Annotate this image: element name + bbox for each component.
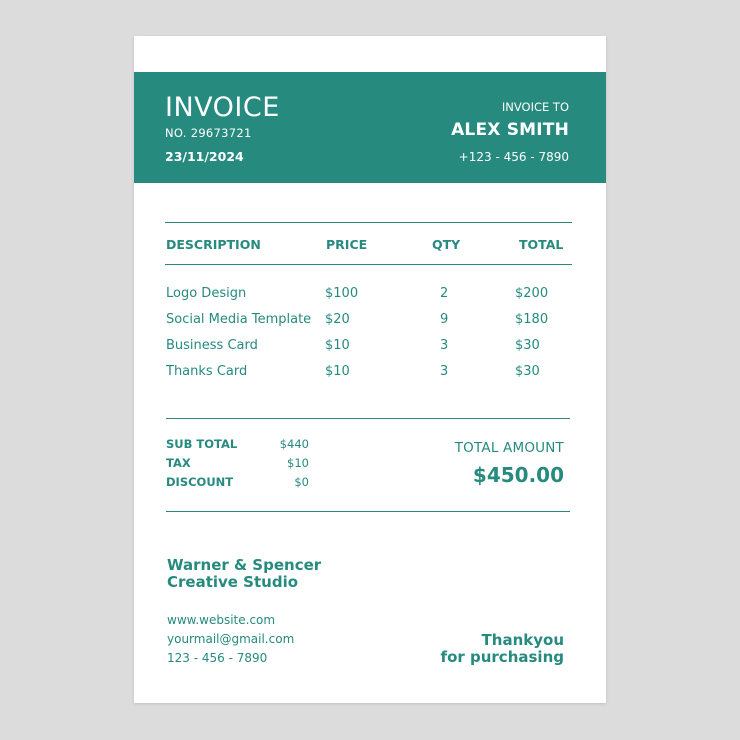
invoice-number: NO. 29673721 [165, 126, 252, 140]
item-qty: 3 [440, 338, 449, 353]
invoice-title: INVOICE [165, 92, 280, 123]
discount-value: $0 [294, 475, 309, 489]
item-price: $20 [325, 312, 350, 327]
company-phone: 123 - 456 - 7890 [167, 651, 268, 665]
invoice-page [134, 36, 606, 703]
item-description: Thanks Card [166, 364, 248, 379]
item-price: $10 [325, 338, 350, 353]
client-name: ALEX SMITH [451, 120, 569, 140]
subtotal-value: $440 [279, 437, 309, 451]
item-description: Social Media Template [166, 312, 312, 327]
discount-label: DISCOUNT [166, 475, 234, 489]
company-name-line-1: Warner & Spencer [167, 556, 322, 574]
invoice-header [134, 72, 606, 183]
total-amount-label: TOTAL AMOUNT [454, 440, 564, 456]
item-qty: 3 [440, 364, 449, 379]
table-top-divider [165, 222, 572, 223]
thank-you-line-1: Thankyou [481, 631, 564, 649]
item-price: $10 [325, 364, 350, 379]
item-total: $30 [515, 338, 540, 353]
item-qty: 2 [440, 286, 449, 301]
company-name [167, 557, 321, 591]
item-description: Logo Design [166, 286, 247, 301]
summary-top-divider [166, 418, 570, 419]
client-phone: +123 - 456 - 7890 [458, 150, 569, 164]
item-total: $200 [515, 286, 549, 301]
invoice-to-label: INVOICE TO [501, 100, 569, 114]
invoice-date: 23/11/2024 [165, 149, 244, 164]
column-header-description: DESCRIPTION [166, 237, 261, 252]
company-email: yourmail@gmail.com [167, 632, 295, 646]
item-description: Business Card [166, 338, 258, 353]
item-price: $100 [325, 286, 359, 301]
thank-you-line-2: for purchasing [440, 648, 564, 666]
table-header-divider [165, 264, 572, 265]
item-qty: 9 [440, 312, 449, 327]
tax-value: $10 [287, 456, 309, 470]
column-header-qty: QTY [432, 237, 461, 252]
total-amount-value: $450.00 [472, 463, 564, 487]
subtotal-label: SUB TOTAL [166, 437, 238, 451]
company-website: www.website.com [167, 613, 276, 627]
column-header-total: TOTAL [519, 237, 564, 252]
tax-label: TAX [166, 456, 191, 470]
summary-bottom-divider [166, 511, 570, 512]
column-header-price: PRICE [326, 237, 368, 252]
item-total: $30 [515, 364, 540, 379]
thank-you-message [441, 632, 564, 666]
item-total: $180 [515, 312, 549, 327]
company-name-line-2: Creative Studio [167, 573, 299, 591]
